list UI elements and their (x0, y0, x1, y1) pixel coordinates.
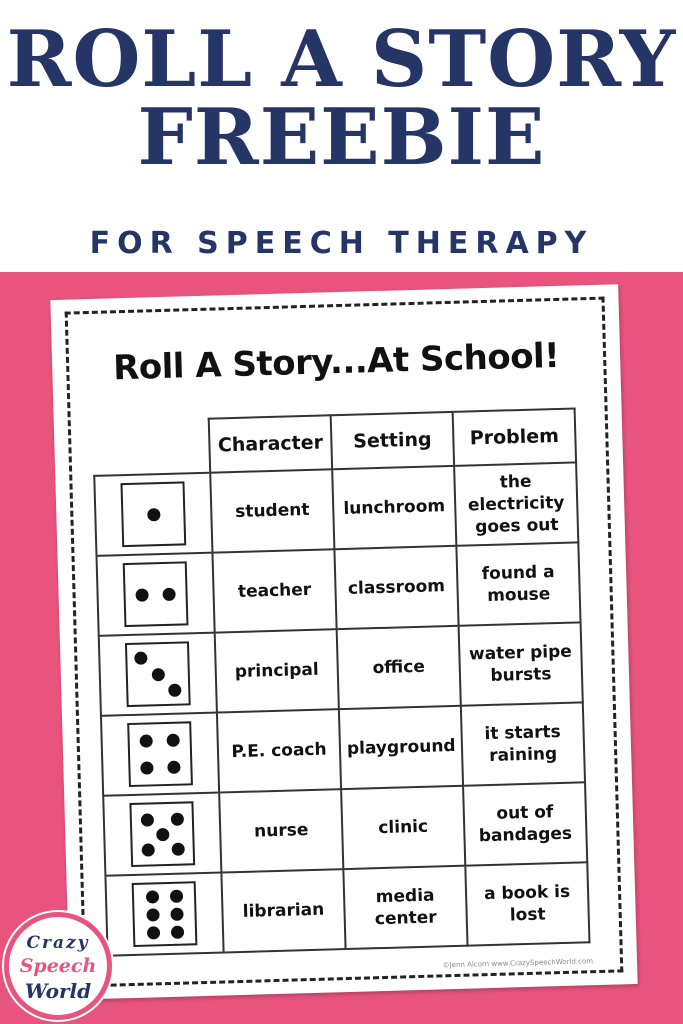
title-line-1: ROLL A STORY (6, 14, 677, 105)
setting-cell: office (337, 626, 461, 709)
worksheet (50, 284, 637, 1000)
subtitle: FOR SPEECH THERAPY (89, 226, 594, 261)
table-row (103, 782, 587, 875)
die-pip (156, 827, 169, 840)
character-cell: P.E. coach (217, 709, 341, 792)
die-cell (99, 633, 217, 716)
die-pip (140, 813, 153, 826)
die-pip (141, 843, 154, 856)
die-pip (170, 925, 183, 938)
die-cell (103, 793, 221, 876)
setting-cell: lunchroom (332, 466, 456, 549)
die-face-2-icon (123, 561, 189, 627)
die-pip (145, 890, 158, 903)
logo-line-3: World (24, 979, 92, 1003)
die-pip (146, 908, 159, 921)
table-row (96, 542, 580, 635)
setting-cell: classroom (334, 546, 458, 629)
character-cell: teacher (212, 549, 336, 632)
die-pip (151, 668, 164, 681)
die-cell (94, 473, 212, 556)
die-pip (171, 842, 184, 855)
problem-cell: a book is lost (465, 862, 589, 945)
die-pip (169, 889, 182, 902)
die-cell (101, 713, 219, 796)
credit: ©Jenn Alcorn www.CrazySpeechWorld.com (442, 957, 594, 970)
die-pip (146, 926, 159, 939)
crazy-speech-world-logo (4, 912, 112, 1020)
die-cell (105, 873, 223, 956)
die-face-3-icon (125, 641, 191, 707)
die-pip (162, 587, 175, 600)
die-pip (136, 588, 149, 601)
die-pip (140, 735, 153, 748)
worksheet-title: Roll A Story...At School! (112, 335, 560, 389)
die-face-4-icon (127, 721, 193, 787)
character-cell: librarian (221, 869, 345, 952)
character-cell: principal (215, 629, 339, 712)
story-table (92, 407, 591, 956)
column-header-character: Character (209, 415, 332, 472)
setting-cell: playground (339, 706, 463, 789)
die-pip (134, 651, 147, 664)
table-row (101, 702, 585, 795)
logo-line-1: Crazy (26, 933, 90, 953)
problem-cell: the electricity goes out (454, 462, 578, 545)
problem-cell: found a mouse (456, 542, 580, 625)
character-cell: student (210, 469, 334, 552)
setting-cell: media center (343, 866, 467, 949)
die-pip (166, 734, 179, 747)
column-header-setting: Setting (331, 412, 454, 469)
die-pip (147, 508, 160, 521)
die-face-1-icon (120, 481, 186, 547)
problem-cell: water pipe bursts (459, 622, 583, 705)
problem-cell: it starts raining (461, 702, 585, 785)
die-pip (170, 812, 183, 825)
title-line-2: FREEBIE (137, 92, 546, 183)
die-cell (96, 553, 214, 636)
column-header-problem: Problem (453, 408, 576, 465)
die-face-5-icon (129, 801, 195, 867)
setting-cell: clinic (341, 786, 465, 869)
die-face-6-icon (132, 881, 198, 947)
die-pip (167, 760, 180, 773)
die-pip (168, 684, 181, 697)
problem-cell: out of bandages (463, 782, 587, 865)
table-row (105, 862, 589, 955)
character-cell: nurse (219, 789, 343, 872)
logo-line-2: Speech (19, 955, 97, 977)
table-row (99, 622, 583, 715)
die-pip (170, 907, 183, 920)
table-row (94, 462, 578, 555)
die-pip (141, 761, 154, 774)
header (0, 0, 683, 272)
blank-corner (93, 419, 210, 476)
